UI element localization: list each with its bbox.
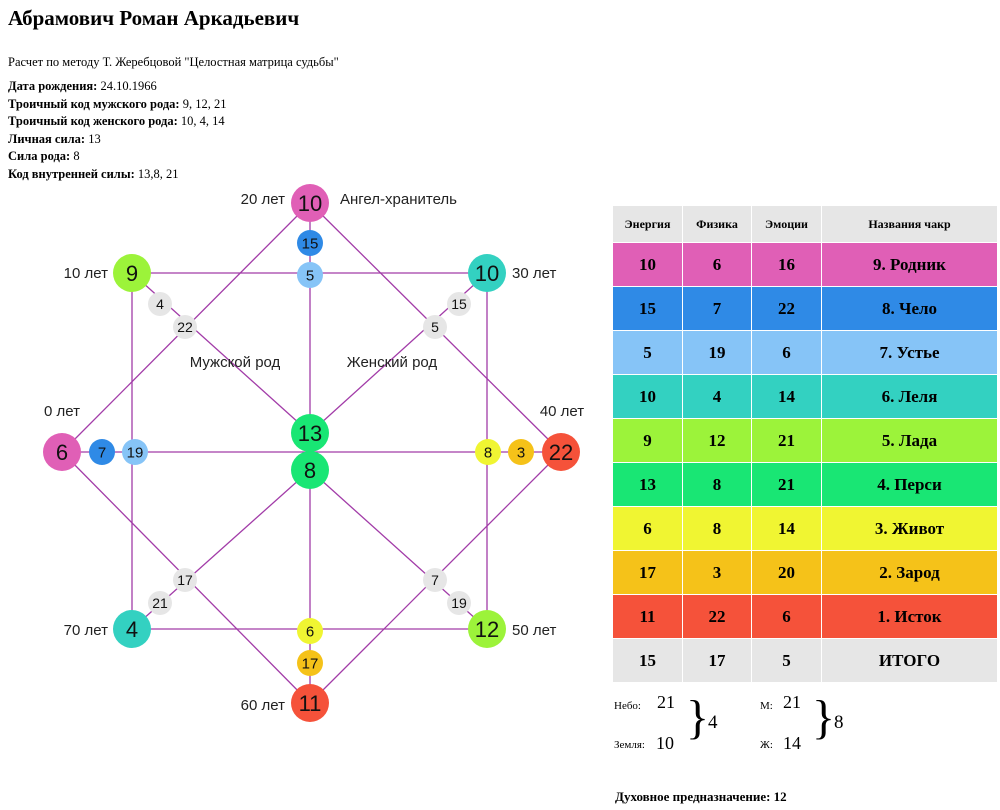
node-value: 13 [297, 420, 323, 446]
age-label-70: 70 лет [63, 622, 108, 639]
chakra-row [613, 595, 998, 639]
age-label-40: 40 лет [539, 403, 585, 420]
cell-physics: 4 [683, 375, 752, 419]
cell-chakra-name: 7. Устье [822, 331, 998, 375]
earth-label: Земля: [614, 739, 645, 751]
destiny-matrix [0, 178, 600, 728]
chakra-row [613, 551, 998, 595]
cell-chakra-name: 4. Перси [822, 463, 998, 507]
cell-chakra-name: 6. Леля [822, 375, 998, 419]
cell-chakra-name: 9. Родник [822, 243, 998, 287]
node-value: 15 [301, 235, 319, 253]
cell-emotions: 6 [752, 331, 822, 375]
male-label: М: [760, 700, 773, 712]
node-value: 8 [303, 457, 317, 483]
node-value: 22 [177, 319, 193, 336]
chakra-row [613, 419, 998, 463]
matrix-node-ur-diag-2 [423, 315, 447, 339]
info-inner-code: Код внутренней силы: 13,8, 21 [8, 166, 179, 181]
cell-chakra-name: 5. Лада [822, 419, 998, 463]
node-value: 5 [431, 319, 439, 336]
node-value: 22 [548, 439, 574, 465]
node-value: 4 [156, 296, 164, 313]
info-male-code: Троичный код мужского рода: 9, 12, 21 [8, 96, 227, 111]
matrix-node-ll-diag-2 [148, 591, 172, 615]
sky-value: 21 [657, 692, 675, 712]
cell-energy: 15 [613, 639, 683, 683]
matrix-node-lower-left [113, 610, 151, 648]
cell-physics: 3 [683, 551, 752, 595]
chakra-row [613, 243, 998, 287]
age-label-30: 30 лет [512, 265, 557, 282]
age-label-10: 10 лет [63, 265, 108, 282]
cell-chakra-name: 3. Живот [822, 507, 998, 551]
matrix-node-lr-diag-1 [423, 568, 447, 592]
matrix-node-left-inner2 [122, 439, 148, 465]
matrix-node-center-bottom [291, 451, 329, 489]
cell-physics: 7 [683, 287, 752, 331]
cell-physics: 6 [683, 243, 752, 287]
chakra-row [613, 375, 998, 419]
cell-emotions: 5 [752, 639, 822, 683]
cell-emotions: 22 [752, 287, 822, 331]
info-birth-date: Дата рождения: 24.10.1966 [8, 79, 157, 93]
male-female-brace: } [812, 691, 836, 744]
cell-physics: 19 [683, 331, 752, 375]
matrix-node-center-top [291, 414, 329, 452]
sky-earth-brace: } [686, 691, 710, 744]
sky-label: Небо: [614, 700, 641, 712]
spiritual-purpose: Духовное предназначение: 12 [615, 789, 787, 804]
matrix-node-bottom-inner2 [297, 618, 323, 644]
female-line-label: Женский род [346, 354, 438, 371]
female-value: 14 [783, 733, 801, 753]
cell-energy: 11 [613, 595, 683, 639]
node-value: 10 [474, 260, 500, 286]
male-value: 21 [783, 692, 801, 712]
chakra-table [612, 205, 998, 683]
matrix-node-bottom-inner1 [297, 650, 323, 676]
node-value: 21 [152, 595, 168, 612]
guardian-angel-label: Ангел-хранитель [340, 191, 457, 208]
age-label-50: 50 лет [512, 622, 557, 639]
earth-value: 10 [656, 733, 674, 753]
matrix-node-ur-diag-1 [447, 292, 471, 316]
matrix-node-ul-diag-1 [148, 292, 172, 316]
matrix-node-upper-right [468, 254, 506, 292]
header-chakra-names: Названия чакр [822, 206, 998, 243]
node-value: 8 [483, 444, 493, 462]
node-value: 7 [431, 572, 439, 589]
cell-chakra-name: 8. Чело [822, 287, 998, 331]
cell-energy: 13 [613, 463, 683, 507]
cell-energy: 17 [613, 551, 683, 595]
cell-emotions: 14 [752, 507, 822, 551]
node-value: 11 [298, 690, 322, 716]
info-personal-power: Личная сила: 13 [8, 131, 101, 146]
cell-emotions: 21 [752, 419, 822, 463]
cell-chakra-name: ИТОГО [822, 639, 998, 683]
matrix-node-lr-diag-2 [447, 591, 471, 615]
cell-physics: 12 [683, 419, 752, 463]
matrix-nodes [43, 184, 580, 722]
node-value: 17 [177, 572, 193, 589]
info-family-power: Сила рода: 8 [8, 149, 80, 164]
chakra-row [613, 507, 998, 551]
cell-chakra-name: 1. Исток [822, 595, 998, 639]
chakra-row [613, 287, 998, 331]
node-value: 6 [305, 623, 315, 641]
cell-energy: 5 [613, 331, 683, 375]
male-female-total: 8 [834, 712, 844, 733]
method-subtitle: Расчет по методу Т. Жеребцовой "Целостная матрица судьбы" [8, 55, 339, 69]
cell-emotions: 6 [752, 595, 822, 639]
node-value: 19 [451, 595, 467, 612]
age-label-60: 60 лет [240, 697, 285, 714]
node-value: 7 [97, 444, 107, 462]
cell-emotions: 21 [752, 463, 822, 507]
header-physics: Физика [683, 206, 752, 243]
cell-emotions: 20 [752, 551, 822, 595]
matrix-node-left [43, 433, 81, 471]
matrix-node-top-inner2 [297, 262, 323, 288]
node-value: 17 [301, 655, 319, 673]
cell-chakra-name: 2. Зарод [822, 551, 998, 595]
age-label-20: 20 лет [240, 191, 285, 208]
node-value: 5 [305, 267, 315, 285]
chakra-row [613, 331, 998, 375]
chakra-table-header [613, 206, 998, 243]
male-line-label: Мужской род [189, 354, 281, 371]
matrix-node-right-inner2 [475, 439, 501, 465]
cell-physics: 8 [683, 463, 752, 507]
cell-energy: 15 [613, 287, 683, 331]
node-value: 12 [474, 616, 500, 642]
cell-physics: 8 [683, 507, 752, 551]
node-value: 15 [451, 296, 467, 313]
chakra-row [613, 639, 998, 683]
matrix-node-lower-right [468, 610, 506, 648]
age-label-0: 0 лет [44, 403, 80, 420]
cell-emotions: 16 [752, 243, 822, 287]
matrix-node-left-inner1 [89, 439, 115, 465]
matrix-node-top-inner1 [297, 230, 323, 256]
cell-energy: 9 [613, 419, 683, 463]
node-value: 19 [126, 444, 144, 462]
matrix-node-bottom [291, 684, 329, 722]
cell-physics: 17 [683, 639, 752, 683]
cell-emotions: 14 [752, 375, 822, 419]
cell-physics: 22 [683, 595, 752, 639]
matrix-node-top [291, 184, 329, 222]
matrix-node-upper-left [113, 254, 151, 292]
person-name: Абрамович Роман Аркадьевич [8, 6, 300, 30]
info-female-code: Троичный код женского рода: 10, 4, 14 [8, 114, 225, 129]
node-value: 10 [297, 190, 323, 216]
info-block [8, 78, 226, 184]
matrix-node-ul-diag-2 [173, 315, 197, 339]
matrix-node-right-inner1 [508, 439, 534, 465]
cell-energy: 10 [613, 375, 683, 419]
header-emotions: Эмоции [752, 206, 822, 243]
node-value: 4 [125, 616, 139, 642]
chakra-row [613, 463, 998, 507]
node-value: 6 [55, 439, 69, 465]
cell-energy: 10 [613, 243, 683, 287]
node-value: 3 [516, 444, 526, 462]
header-energy: Энергия [613, 206, 683, 243]
matrix-node-right [542, 433, 580, 471]
sky-earth-total: 4 [708, 712, 718, 733]
cell-energy: 6 [613, 507, 683, 551]
node-value: 9 [125, 260, 139, 286]
female-label: Ж: [760, 739, 773, 751]
matrix-node-ll-diag-1 [173, 568, 197, 592]
